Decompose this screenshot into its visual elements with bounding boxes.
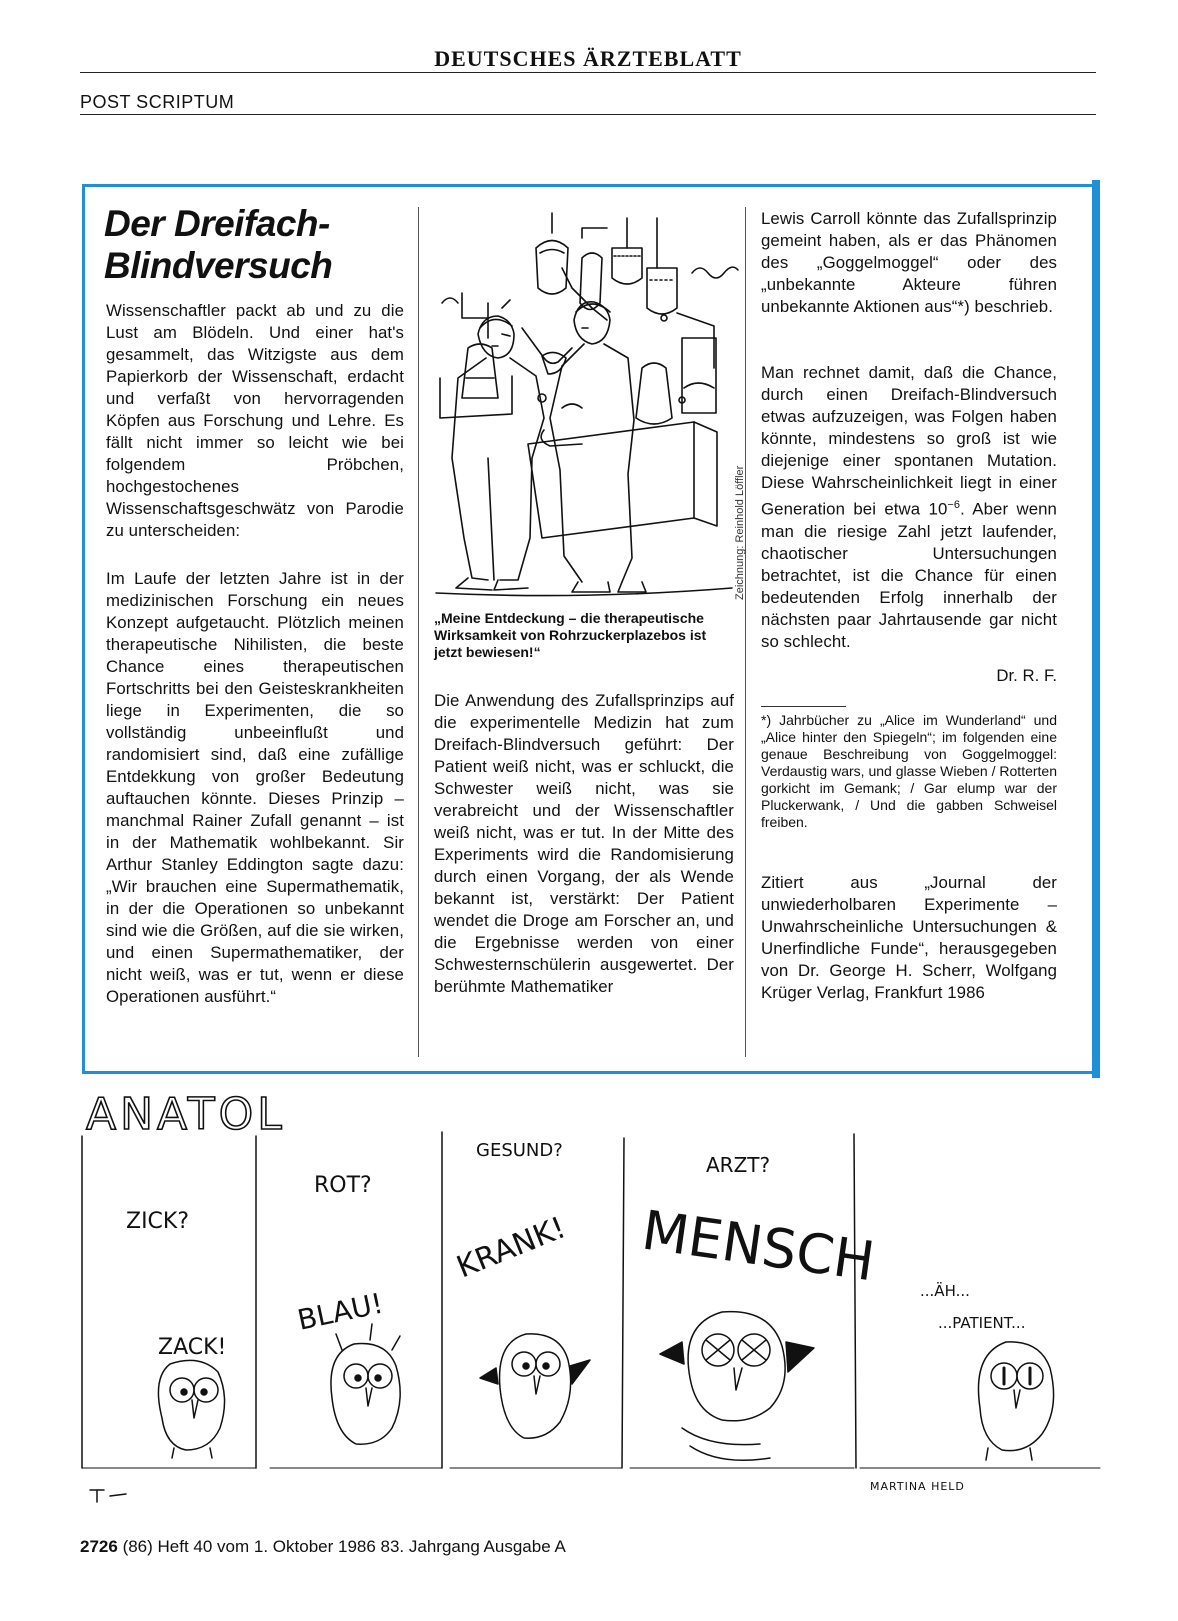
speech-zick: ZICK? (126, 1209, 190, 1234)
intro-paragraph: Wissenschaftler packt ab und zu die Lust am Blödeln. Und einer hat's gesammelt, das Witzigste aus dem Papierkorb der Wissenschaft, erdacht und verfaßt von hervorragenden Köpfen aus Forschung und Lehre. Es fällt nicht immer so leicht wie bei folgendem Pröbchen, hochgestochenes Wissenschaftsgeschwätz von Parodie zu unterscheiden: (106, 301, 404, 540)
comic-panel-borders (82, 1132, 1100, 1468)
article-title (104, 203, 404, 287)
column-1-body: Im Laufe der letzten Jahre ist in der medizinischen Forschung ein neues Konzept aufgetaucht. Plötzlich meinen therapeutische Nihilisten, die beste Chance eines therapeutischen Fortschritts bei den Geisteskrankheiten liege in Experimenten, die so vollständig unbeeinflußt und randomisiert sind, daß eine zufällige Entdekkung von großer Bedeutung auftauchen könnte. Dieses Prinzip – manchmal Rainer Zufall genannt – ist in der Mathematik wohlbekannt. Sir Arthur Stanley Eddington sagte dazu: „Wir brauchen eine Supermathematik, in der die Operationen so unbekannt sind wie die Größen, auf die sie wirken, und einen Supermathematiker, der nicht weiß, was er tut, wenn er diese Operationen ausführt.“ (106, 569, 404, 1006)
lab-cartoon-illustration (432, 208, 740, 598)
speech-patient: ...PATIENT... (938, 1314, 1026, 1332)
illustration-credit: Zeichnung: Reinhold Löffler (734, 465, 746, 600)
speech-aeh: ...ÄH... (920, 1282, 970, 1300)
issue-info: (86) Heft 40 vom 1. Oktober 1986 83. Jahrgang Ausgabe A (122, 1537, 566, 1556)
speech-zack: ZACK! (158, 1335, 227, 1360)
article-box-edge (1092, 180, 1100, 1078)
masthead: DEUTSCHES ÄRZTEBLATT (434, 46, 742, 71)
paragraph-2-part-a: Man rechnet damit, daß die Chance, durch einen Dreifach-Blindversuch etwas aufzuzeigen, was Folgen haben könnte, mindestens so groß ist wie diejenige einer spontanen Mutation. Diese Wahrscheinlichkeit liegt in einer Generation bei etwa 10 (761, 363, 1057, 519)
column-3-paragraph-1: Lewis Carroll könnte das Zufallsprinzip gemeint haben, als er das Phänomen des „Goggelmoggel“ oder des „unbekannte Akteure führen unbekannte Aktionen aus“*) beschrieb. (761, 209, 1057, 316)
footnote-rule (761, 706, 846, 707)
owl-3 (480, 1334, 590, 1438)
comic-title-text: ANATOL (86, 1089, 286, 1140)
owl-4 (660, 1312, 814, 1461)
title-line-2: Blindversuch (104, 245, 333, 286)
column-3-paragraph-2 (761, 362, 1057, 653)
speech-gesund: GESUND? (476, 1140, 563, 1161)
column-rule-1 (418, 207, 419, 1057)
speech-blau: BLAU! (294, 1286, 386, 1337)
column-rule-2 (745, 207, 746, 1057)
masthead-rule (80, 72, 1096, 73)
artist-initials-mark (90, 1490, 126, 1502)
owl-1 (158, 1360, 224, 1458)
owl-5 (978, 1342, 1053, 1460)
footnote: *) Jahrbücher zu „Alice im Wunderland“ und „Alice hinter den Spiegeln“; im folgenden eine genaue Beschreibung von Goggelmoggel: Verdaustig wars, und glasse Wieben / Rotterten gorkicht im Gemank; / Gar elump war der Pluckerwank, / Und die gabben Schweisel freiben. (761, 712, 1057, 830)
paragraph-2-part-b: . Aber wenn man die riesige Zahl jetzt laufender, chaotischer Untersuchungen betrachtet, ist die Chance für einen bedeutenden Erfolg innerhalb der nächsten paar Jahrtausende gar nicht so schlecht. (761, 499, 1057, 651)
speech-krank: KRANK! (451, 1210, 571, 1286)
comic-artist: MARTINA HELD (870, 1480, 965, 1493)
owl-2 (331, 1324, 400, 1444)
column-2-body: Die Anwendung des Zufallsprinzips auf die experimentelle Medizin hat zum Dreifach-Blindversuch geführt: Der Patient weiß nicht, was er schluckt, die Schwester weiß nicht, was sie verabreicht und der Wissenschaftler weiß nicht, was er tut. In der Mitte des Experiments wird die Randomisierung durch einen Vorgang, der als Wende bekannt ist, verstärkt: Der Patient wendet die Droge am Forscher an, und die Ergebnisse werden von einer Schwesternschülerin ausgewertet. Der berühmte Mathematiker (434, 691, 734, 996)
speech-rot: ROT? (314, 1173, 372, 1198)
page-number: 2726 (80, 1537, 118, 1556)
exponent: −6 (947, 499, 961, 511)
author-signature: Dr. R. F. (996, 666, 1057, 685)
illustration-caption: „Meine Entdeckung – die therapeutische Wirksamkeit von Rohrzuckerplazebos ist jetzt bewiesen!“ (434, 610, 707, 660)
section-label: POST SCRIPTUM (80, 92, 235, 112)
page-footer (80, 1537, 566, 1557)
speech-mensch: MENSCH (638, 1198, 879, 1294)
source-quote: Zitiert aus „Journal der unwiederholbaren Experimente – Unwahrscheinliche Untersuchungen & Unerfindliche Funde“, herausgegeben von Dr. George H. Scherr, Wolfgang Krüger Verlag, Frankfurt 1986 (761, 873, 1057, 1002)
section-rule (80, 114, 1096, 115)
title-line-1: Der Dreifach- (104, 203, 330, 244)
comic-strip (70, 1128, 1110, 1508)
speech-arzt: ARZT? (706, 1153, 771, 1177)
